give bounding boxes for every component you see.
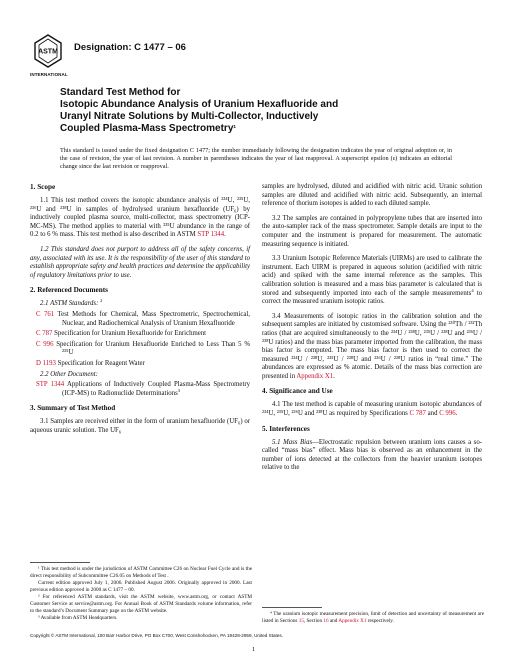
scope-p1-end: . [224, 231, 226, 239]
significance-and: and [425, 410, 440, 418]
summary-p34 [262, 313, 482, 382]
ref-text: Specification for Uranium Hexafluoride for Enrichment [54, 330, 207, 338]
page-number: 1 [252, 646, 256, 653]
scope-p2: 1.2 This standard does not purport to address all of the safety concerns, if any, associated with its use. It is the responsibility of the user of this standard to establish appropriate safety and health practices and determine the applicability of regulatory limitations prior to use. [30, 245, 250, 279]
ref-item [30, 341, 250, 358]
section-15-link[interactable]: 15 [298, 618, 304, 624]
astm-standards-mark: 2 [100, 298, 103, 304]
astm-logo [34, 34, 62, 68]
designation: Designation: C 1477 – 06 [74, 42, 186, 53]
footnote-4-mark: 4 [471, 287, 474, 293]
ref-text: Test Methods for Chemical, Mass Spectrometric, Spectrochemical, Nuclear, and Radiochemical Analysis of Uranium Hexafluoride [57, 310, 250, 327]
summary-p34-end: . [333, 372, 335, 380]
refs-heading: 2. Referenced Documents [30, 286, 108, 295]
ref-text: Specification for Uranium Hexafluoride Enriched to Less Than 5 % ²³⁵U [56, 340, 250, 357]
footnote-4-sep2: and [328, 618, 339, 624]
footnote-4-text: ⁴ The uranium isotopic measurement precision, limit of detection and uncertainty of measurement are listed in Sections [262, 611, 484, 624]
ref-code-link[interactable]: C 761 [36, 310, 55, 318]
title-line-4 [60, 123, 470, 135]
other-document-label: 2.2 Other Document: [40, 370, 98, 378]
summary-p1: 3.1 Samples are received either in the form of uranium hexafluoride (UF₆) or aqueous uranic solution. The UF₆ [30, 418, 250, 434]
summary-p32: 3.2 The samples are contained in polypropylene tubes that are inserted into the auto-sampler rack of the mass spectrometer. Sample details are input to the computer and the instrument is prepared for measurement. The automatic measuring sequence is initiated. [262, 214, 482, 248]
issuance-note: This standard is issued under the fixed designation C 1477; the number immediately following the designation indicates the year of original adoption or, in the case of revision, the year of last revision. A number in parentheses indicates the year of last reapproval. A superscript epsilon (ε) indicates an editorial change since the last revision or reapproval. [60, 147, 452, 170]
ref-code-link[interactable]: C 996 [36, 340, 54, 348]
ref-text: Specification for Reagent Water [57, 359, 145, 367]
summary-p33 [262, 255, 482, 307]
stp-1344-link[interactable]: STP 1344 [197, 231, 225, 239]
ref-code-link[interactable]: D 1193 [36, 359, 56, 367]
appendix-x1-footnote-link[interactable]: Appendix X1 [338, 618, 367, 624]
significance-p41 [262, 401, 482, 418]
left-column [30, 183, 250, 441]
ref-item [30, 381, 250, 398]
scope-p1-text: 1.1 This test method covers the isotopic abundance analysis of ²³⁴U, ²³⁵U, ²³⁶U and ²³⁸U in samples of hydrolysed uranium hexafluoride (UF₆) by inductively coupled plasma source, multi-collector, mass spectrometry (ICP-MC-MS). The method applies to material with ²³⁵U abundance in the range of 0.2 to 6 % mass. This test method is also described in ASTM [30, 197, 250, 239]
ref-item [30, 330, 250, 339]
footnote-rule-right [262, 607, 322, 608]
right-column [262, 183, 482, 479]
title-line-1: Standard Test Method for [60, 87, 181, 98]
astm-standards-label [30, 300, 250, 309]
significance-heading: 4. Significance and Use [262, 387, 333, 396]
footnote-rule-left [30, 562, 90, 563]
footnote-4-sep1: , Section [303, 618, 324, 624]
footnote-2: ² For referenced ASTM standards, visit the ASTM website, www.astm.org, or contact ASTM Customer Service at service@astm.org. For Annual Book of ASTM Standards volume information, refer to the standard’s Document Summary page on the ASTM website. [30, 594, 252, 614]
significance-p41-end: . [455, 410, 458, 418]
ref-code-link[interactable]: STP 1344 [36, 381, 65, 389]
ref-item [30, 360, 250, 369]
ref-code-link[interactable]: C 787 [36, 330, 53, 338]
ref-item [30, 311, 250, 328]
summary-continued: samples are hydrolysed, diluted and acidified with nitric acid. Uranic solution samples are diluted and acidified with nitric acid. Subsequently, an internal reference of thorium isotopes is added to each diluted sample. [262, 183, 482, 208]
footnote-3: ³ Available from ASTM Headquarters. [38, 615, 118, 621]
footnote-1: ¹ This test method is under the jurisdiction of ASTM Committee C26 on Nuclear Fuel Cycle and is the direct responsibility of Subcommittee C26.05 on Methods of Test . [30, 566, 252, 579]
summary-p33-text: 3.3 Uranium Isotopic Reference Materials (UIRMs) are used to calibrate the instrument. Each UIRM is prepared in aqueous solution (acidified with nitric acid) and spiked with the same internal reference as the samples. This calibration solution is measured and a mass bias parameter is calculated that is stored and subsequently imported into each of the sample measurements [262, 255, 482, 297]
title-footnote-mark: 1 [233, 124, 236, 129]
appendix-x1-link[interactable]: Appendix X1 [296, 372, 334, 380]
logo-intl-text: INTERNATIONAL [30, 72, 68, 77]
significance-p41-text: 4.1 The test method is capable of measuring uranium isotopic abundances of ²³⁴U, ²³⁵U, ²³⁶U and ²³⁸U as required by Specifications [262, 401, 482, 418]
title-line-4-text: Coupled Plasma-Mass Spectrometry [60, 123, 234, 134]
scope-p1 [30, 197, 250, 240]
scope-heading: 1. Scope [30, 183, 56, 191]
logo-text: ASTM [38, 48, 58, 56]
title-line-3: Uranyl Nitrate Solutions by Multi-Collector, Inductively [60, 111, 319, 122]
summary-p33-end: to correct the measured uranium isotopic ratios. [262, 289, 482, 306]
ref-footnote-mark: 3 [177, 387, 181, 393]
footnotes-left [30, 566, 252, 622]
summary-p34-text: 3.4 Measurements of isotopic ratios in the calibration solution and the subsequent samples are initiated by customised software. Using the ²³⁰Th / ²³²Th ratios (that are acquired simultaneously to the ²³⁴U / ²³⁸U, ²³⁵U / ²³⁸U and ²³⁶U / ²³⁸U ratios) and the mass bias parameter imported from the calibration, the mass bias factor is computed. The mass bias factor is then used to correct the measured ²³⁴U / ²³⁸U, ²³⁵U / ²³⁸U and ²³⁶U / ²³⁸U ratios in “real time.” The abundances are expressed as % atomic. Details of the mass bias correction are presented in [262, 312, 482, 380]
footnote-edition: Current edition approved July 1, 2006. Published August 2006. Originally approved in 2000. Last previous edition approved in 2000 as C 1477 – 00. [30, 580, 252, 593]
interferences-p51 [262, 439, 482, 473]
summary-heading: 3. Summary of Test Method [30, 404, 116, 413]
interferences-p51-text: —Electrostatic repulsion between uranium ions causes a so-called “mass bias” effect. Mass bias is observed as an enhancement in the number of ions detected at the collectors from the heavier uranium isotopes relative to the [262, 438, 482, 472]
mass-bias-label: 5.1 Mass Bias [272, 438, 313, 446]
c996-link[interactable]: C 996 [439, 410, 456, 418]
footnote-4 [262, 611, 484, 625]
ref-text: Applications of Inductively Coupled Plasma-Mass Spectrometry (ICP-MS) to Radionuclide Determinations [62, 381, 250, 397]
document-title [60, 87, 470, 135]
astm-standards-text: 2.1 ASTM Standards: [40, 300, 99, 308]
footnote-4-end: respectively. [366, 618, 394, 624]
c787-link[interactable]: C 787 [409, 410, 426, 418]
interferences-heading: 5. Interferences [262, 424, 310, 433]
section-16-link[interactable]: 16 [323, 618, 329, 624]
copyright-line: Copyright © ASTM International, 100 Barr Harbor Drive, PO Box C700, West Conshohocken, PA 19428-2959, United States. [30, 633, 283, 638]
title-line-2: Isotopic Abundance Analysis of Uranium Hexafluoride and [60, 99, 339, 110]
